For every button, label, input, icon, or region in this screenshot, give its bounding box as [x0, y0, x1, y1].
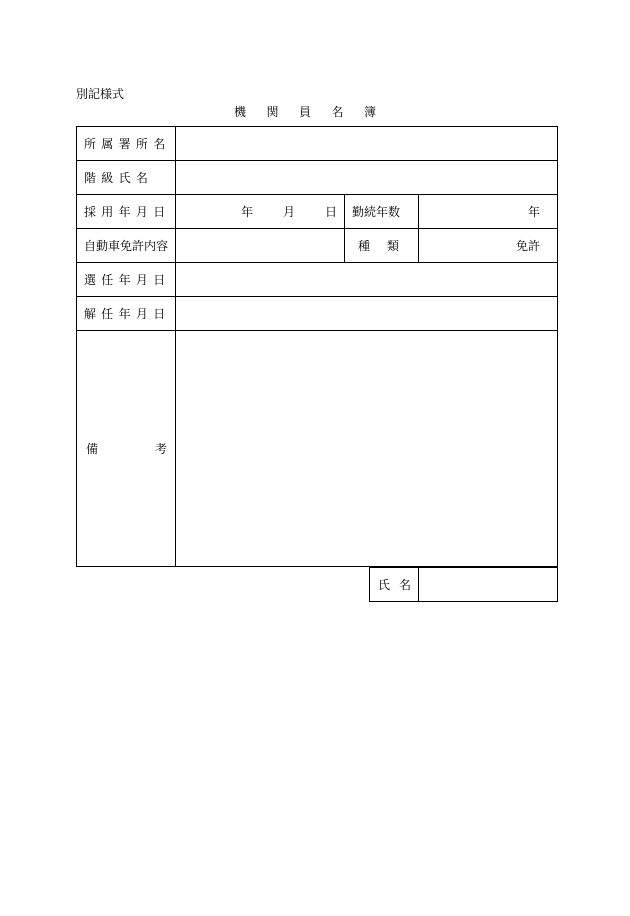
remarks-field[interactable]: [176, 331, 558, 567]
month-unit: 月: [282, 205, 295, 219]
hire-date-label: 採用年月日: [77, 195, 176, 229]
form-number-label: 別記様式: [76, 87, 125, 101]
personnel-register-table: [76, 126, 558, 567]
signature-row: [370, 568, 558, 602]
rank-name-row: [77, 161, 558, 195]
hire-date-row: [77, 195, 558, 229]
signature-table: [369, 567, 558, 602]
remarks-row: [77, 331, 558, 567]
service-years-label: 勤続年数: [345, 195, 419, 229]
appointment-date-field[interactable]: [176, 263, 558, 297]
hire-date-field[interactable]: [176, 195, 345, 229]
appointment-date-row: [77, 263, 558, 297]
dismissal-date-field[interactable]: [176, 297, 558, 331]
dismissal-date-row: [77, 297, 558, 331]
day-unit: 日: [324, 205, 337, 219]
license-label: 自動車免許内容: [77, 229, 176, 263]
service-years-field[interactable]: [419, 195, 558, 229]
service-years-unit: 年: [528, 205, 541, 219]
signature-label: 氏 名: [370, 568, 419, 602]
appointment-date-label: 選任年月日: [77, 263, 176, 297]
affiliation-field[interactable]: [176, 127, 558, 161]
license-type-label: 種 類: [345, 229, 419, 263]
license-content-field[interactable]: [176, 229, 345, 263]
affiliation-row: [77, 127, 558, 161]
signature-field[interactable]: [419, 568, 558, 602]
remarks-label: 備 考: [77, 331, 176, 567]
document-title: 機関員名簿: [234, 105, 397, 119]
license-type-field[interactable]: [419, 229, 558, 263]
rank-name-label: 階級氏名: [77, 161, 176, 195]
dismissal-date-label: 解任年月日: [77, 297, 176, 331]
license-unit: 免許: [516, 239, 541, 253]
affiliation-label: 所属署所名: [77, 127, 176, 161]
license-row: [77, 229, 558, 263]
year-unit: 年: [240, 205, 253, 219]
rank-name-field[interactable]: [176, 161, 558, 195]
